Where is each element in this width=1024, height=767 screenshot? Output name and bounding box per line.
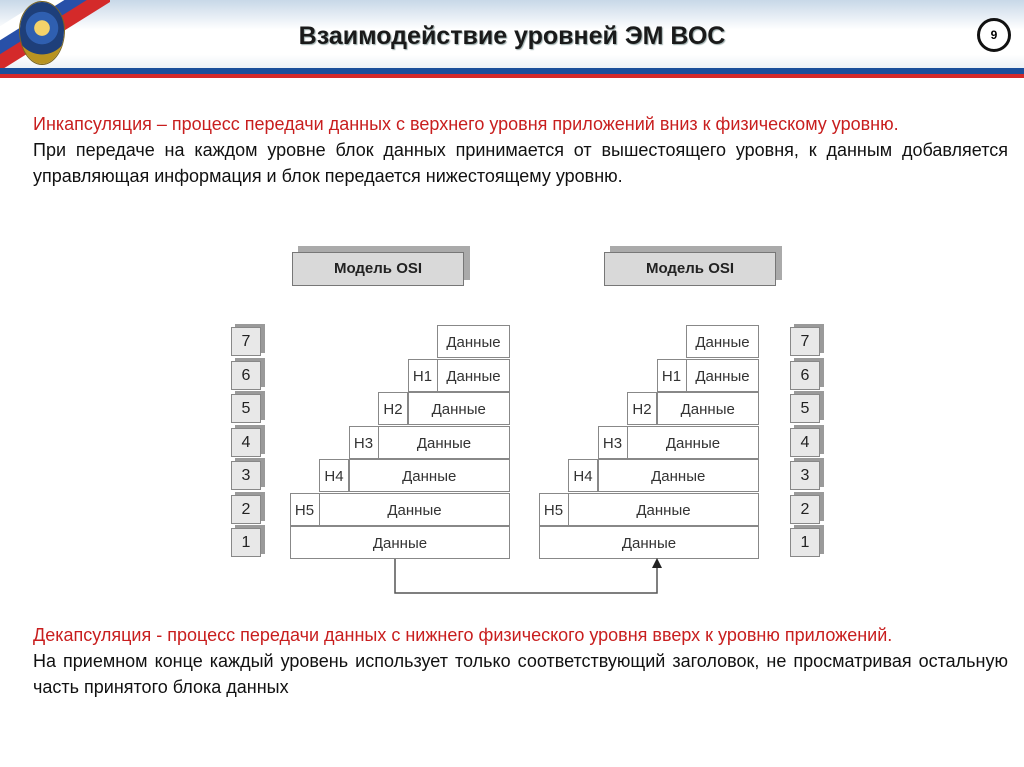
page-title: Взаимодействие уровней ЭМ ВОС xyxy=(298,22,726,50)
encapsulation-definition: Инкапсуляция – процесс передачи данных с верхнего уровня приложений вниз к физическому уровню. xyxy=(33,114,899,134)
data-cell: Данные xyxy=(437,359,510,392)
data-cell: Данные xyxy=(627,426,759,459)
level-6: 6 xyxy=(790,361,820,390)
header-cell-h3: H3 xyxy=(598,426,628,459)
decapsulation-detail: На приемном конце каждый уровень использует только соответствующий заголовок, не просматривая остальную часть принятого блока данных xyxy=(33,651,1008,697)
header-cell-h1: H1 xyxy=(408,359,438,392)
header-cell-h2: H2 xyxy=(378,392,408,425)
level-5: 5 xyxy=(790,394,820,423)
data-cell: Данные xyxy=(686,359,759,392)
level-2: 2 xyxy=(231,495,261,524)
level-7: 7 xyxy=(231,327,261,356)
right-osi-title: Модель OSI xyxy=(604,252,776,286)
data-cell: Данные xyxy=(598,459,760,492)
data-cell: Данные xyxy=(408,392,511,425)
data-cell: Данные xyxy=(437,325,510,358)
header-cell-h5: H5 xyxy=(290,493,320,526)
data-cell: Данные xyxy=(539,526,759,559)
level-6: 6 xyxy=(231,361,261,390)
data-cell: Данные xyxy=(319,493,510,526)
header-cell-h5: H5 xyxy=(539,493,569,526)
data-cell: Данные xyxy=(378,426,510,459)
page-number-badge: 9 xyxy=(977,18,1011,52)
header-cell-h2: H2 xyxy=(627,392,657,425)
level-1: 1 xyxy=(790,528,820,557)
data-cell: Данные xyxy=(568,493,759,526)
level-4: 4 xyxy=(790,428,820,457)
data-cell: Данные xyxy=(290,526,510,559)
header-cell-h3: H3 xyxy=(349,426,379,459)
level-2: 2 xyxy=(790,495,820,524)
level-3: 3 xyxy=(231,461,261,490)
level-4: 4 xyxy=(231,428,261,457)
outro-text xyxy=(33,622,1008,700)
level-5: 5 xyxy=(231,394,261,423)
level-7: 7 xyxy=(790,327,820,356)
level-1: 1 xyxy=(231,528,261,557)
data-cell: Данные xyxy=(349,459,511,492)
header-cell-h1: H1 xyxy=(657,359,687,392)
encapsulation-detail: При передаче на каждом уровне блок данных принимается от вышестоящего уровня, к данным добавляется управляющая информация и блок передается нижестоящему уровню. xyxy=(33,140,1008,186)
header-cell-h4: H4 xyxy=(568,459,598,492)
header-cell-h4: H4 xyxy=(319,459,349,492)
left-osi-title: Модель OSI xyxy=(292,252,464,286)
data-cell: Данные xyxy=(657,392,760,425)
level-3: 3 xyxy=(790,461,820,490)
decapsulation-definition: Декапсуляция - процесс передачи данных с нижнего физического уровня вверх к уровню приложений. xyxy=(33,625,893,645)
data-cell: Данные xyxy=(686,325,759,358)
